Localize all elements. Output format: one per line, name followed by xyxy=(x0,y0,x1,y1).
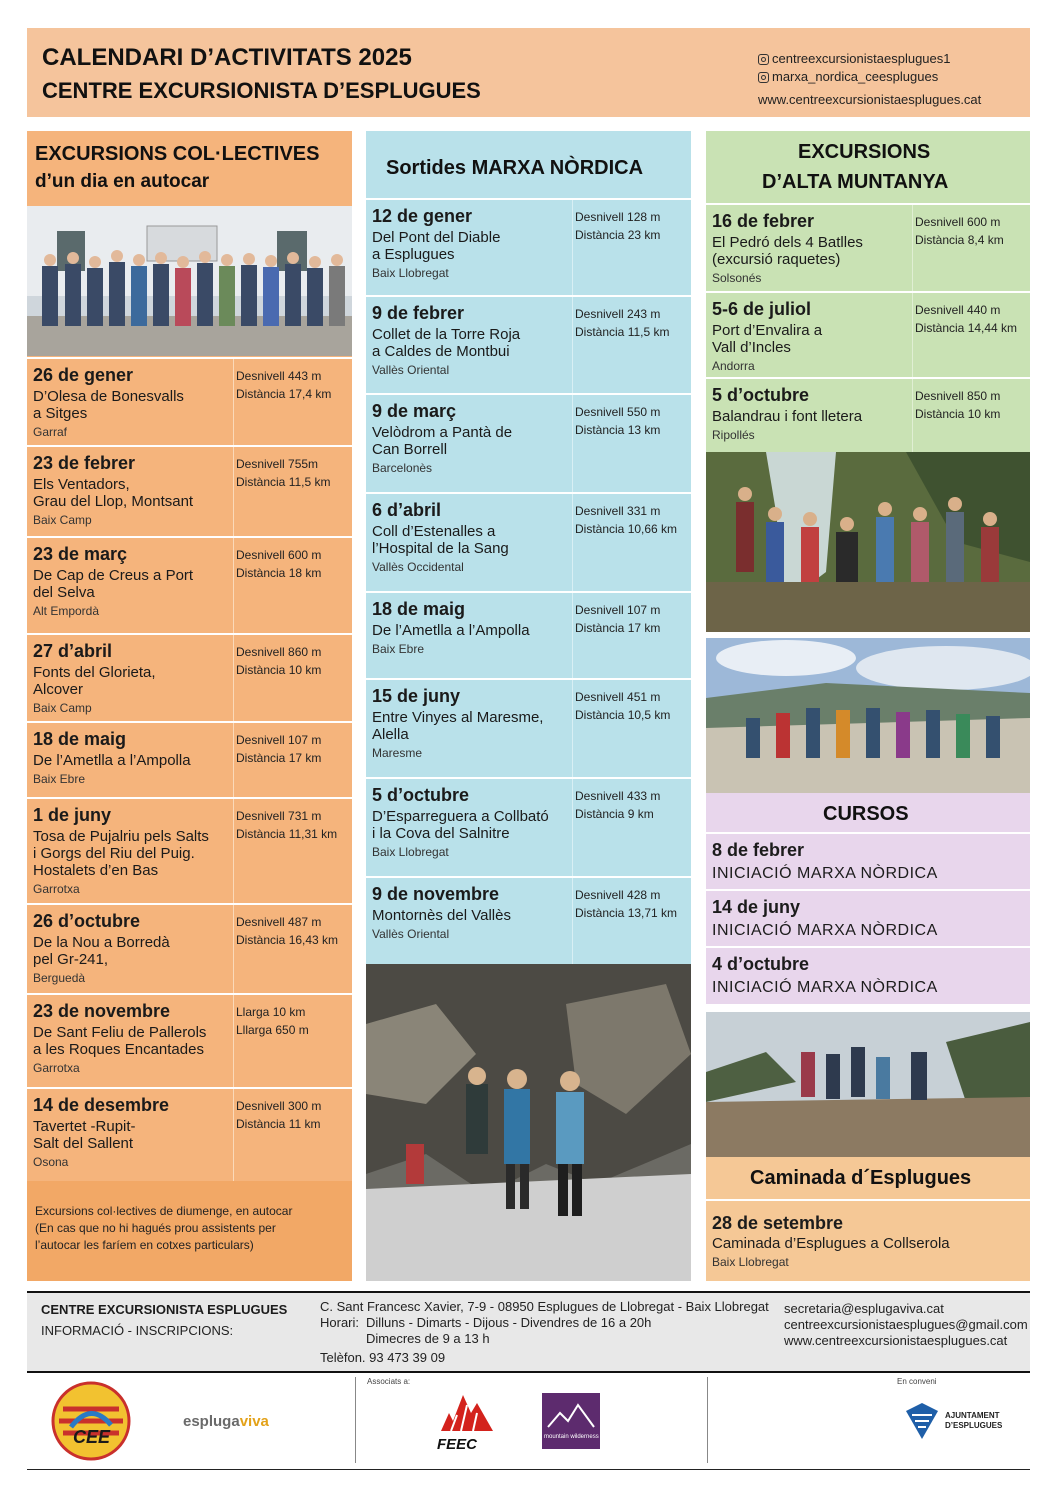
entry-stats xyxy=(575,787,693,823)
entry-stats xyxy=(575,208,693,244)
ajuntament-text xyxy=(945,1411,1002,1431)
waterfall-group-photo xyxy=(706,452,1030,632)
entry-stat-2: Distància 9 km xyxy=(575,807,654,821)
logos-bar xyxy=(27,1373,1030,1470)
footer-email-1[interactable]: secretaria@esplugaviva.cat xyxy=(784,1301,944,1316)
cursos-heading: CURSOS xyxy=(823,803,909,825)
entry-route xyxy=(33,934,170,987)
entry-stat-1: Desnivell 850 m xyxy=(915,389,1001,403)
entry-stat-2: Distància 13,71 km xyxy=(575,906,678,920)
activity-entry xyxy=(27,357,352,445)
footer-horari-label: Horari: xyxy=(320,1315,360,1330)
footer-org: CENTRE EXCURSIONISTA ESPLUGUES xyxy=(41,1302,288,1317)
entry-route-text: De la Nou a Borredà pel Gr-241, xyxy=(33,934,170,968)
entry-date: 23 de novembre xyxy=(33,1001,171,1021)
entry-route xyxy=(712,322,822,375)
entry-stat-2: Distància 17 km xyxy=(575,621,661,635)
col3-subheading: D’ALTA MUNTANYA xyxy=(762,171,949,193)
entry-date: 18 de maig xyxy=(372,599,466,619)
caminada-photo xyxy=(706,1012,1030,1157)
entry-stat-1: Desnivell 428 m xyxy=(575,888,661,902)
entry-divider xyxy=(572,779,573,876)
group-photo-building xyxy=(27,206,352,356)
entry-date: 23 de març xyxy=(33,544,128,564)
col2-heading: Sortides MARXA NÒRDICA xyxy=(386,157,644,179)
entry-divider xyxy=(912,379,913,453)
cee-logo-text: CEE xyxy=(73,1427,111,1447)
instagram-handle-1[interactable]: centreexcursionistaesplugues1 xyxy=(772,51,951,66)
page-subtitle: CENTRE EXCURSIONISTA D’ESPLUGUES xyxy=(42,78,481,103)
entry-stats xyxy=(575,305,693,341)
entry-region: Garrotxa xyxy=(33,1061,80,1075)
entry-date: 9 de març xyxy=(372,401,457,421)
entry-stat-2: Distància 8,4 km xyxy=(915,233,1004,247)
activity-entry xyxy=(27,903,352,993)
instagram-handle-2[interactable]: marxa_nordica_ceesplugues xyxy=(772,69,939,84)
entry-stats xyxy=(236,1097,354,1133)
caminada-box xyxy=(706,1157,1030,1281)
caminada-heading: Caminada d´Esplugues xyxy=(750,1167,972,1189)
entry-divider xyxy=(233,799,234,903)
entry-region: Barcelonès xyxy=(372,461,433,475)
entry-date: 16 de febrer xyxy=(712,211,815,231)
entry-stats xyxy=(236,913,354,949)
entry-date: 5 d’octubre xyxy=(712,385,810,405)
entry-stat-2: Distància 17 km xyxy=(236,751,322,765)
entry-stats xyxy=(236,643,354,679)
entry-region: Ripollés xyxy=(712,428,755,442)
entry-stats xyxy=(236,807,354,843)
entry-route xyxy=(372,424,512,477)
entry-region: Osona xyxy=(33,1155,69,1169)
entry-route-text: Collet de la Torre Roja a Caldes de Montbui xyxy=(372,326,521,360)
entry-stat-1: Desnivell 550 m xyxy=(575,405,661,419)
entry-divider xyxy=(233,995,234,1087)
entry-divider xyxy=(572,297,573,393)
entry-route-text: Velòdrom a Pantà de Can Borrell xyxy=(372,424,513,458)
entry-stat-1: Desnivell 128 m xyxy=(575,210,661,224)
entry-date: 5-6 de juliol xyxy=(712,299,812,319)
entry-date: 9 de novembre xyxy=(372,884,500,904)
curso-name: INICIACIÓ MARXA NÒRDICA xyxy=(712,865,938,882)
entry-stat-2: Distància 10,5 km xyxy=(575,708,671,722)
entry-stats xyxy=(236,455,354,491)
entry-route-text: Montornès del Vallès xyxy=(372,907,511,924)
instagram-icon xyxy=(758,72,769,83)
page-title: CALENDARI D’ACTIVITATS 2025 xyxy=(42,44,412,71)
entry-stat-2: Distància 18 km xyxy=(236,566,322,580)
entry-divider xyxy=(572,680,573,777)
activity-entry xyxy=(27,797,352,903)
esplugaviva-logo-part2: viva xyxy=(239,1413,269,1430)
curso-name: INICIACIÓ MARXA NÒRDICA xyxy=(712,922,938,939)
entry-route xyxy=(712,408,862,444)
entry-region: Vallès Oriental xyxy=(372,927,450,941)
entry-divider xyxy=(233,635,234,721)
entry-stats xyxy=(236,546,354,582)
activity-entry xyxy=(366,777,691,876)
entry-route-text: D’Olesa de Bonesvalls a Sitges xyxy=(33,388,184,422)
ajuntament-shield-icon xyxy=(902,1401,942,1441)
entry-stats xyxy=(236,1003,354,1039)
col1-note-box xyxy=(27,1181,352,1281)
entry-stat-1: Desnivell 860 m xyxy=(236,645,322,659)
entry-stat-2: Distància 11,31 km xyxy=(236,827,338,841)
mountain-wilderness-logo xyxy=(542,1393,600,1449)
entry-region: Vallès Oriental xyxy=(372,363,450,377)
entry-stat-2: Distància 11 km xyxy=(236,1117,321,1131)
marxa-nordica-column xyxy=(366,131,691,1281)
entry-route xyxy=(33,828,209,898)
activity-entry xyxy=(27,536,352,633)
activity-entry xyxy=(27,445,352,536)
nordic-walking-photo xyxy=(366,964,691,1281)
entry-stats xyxy=(575,502,693,538)
entry-stat-2: Distància 11,5 km xyxy=(575,325,670,339)
curso-item xyxy=(706,832,1030,890)
instagram-icon xyxy=(758,54,769,65)
entry-region: Garraf xyxy=(33,425,68,439)
activity-entry xyxy=(366,198,691,295)
summit-group-photo xyxy=(706,638,1030,793)
curso-item xyxy=(706,946,1030,1004)
entry-stats xyxy=(915,387,1033,423)
entry-stat-2: Distància 16,43 km xyxy=(236,933,339,947)
entry-date: 26 d’octubre xyxy=(33,911,141,931)
activity-entry xyxy=(366,678,691,777)
entry-region: Baix Llobregat xyxy=(372,266,449,280)
entry-route xyxy=(33,1118,136,1171)
entry-date: 9 de febrer xyxy=(372,303,465,323)
entry-route-text: Balandrau i font lleterа xyxy=(712,408,863,425)
entry-route-text: De Cap de Creus a Port del Selva xyxy=(33,567,194,601)
footer-website[interactable]: www.centreexcursionistaesplugues.cat xyxy=(784,1333,1008,1348)
feec-logo xyxy=(437,1391,497,1453)
header-contacts xyxy=(758,50,1018,109)
feec-logo-text: FEEC xyxy=(437,1436,478,1453)
entry-stat-1: Desnivell 755m xyxy=(236,457,319,471)
entry-stats xyxy=(575,688,693,724)
entry-stat-2: Distància 13 km xyxy=(575,423,661,437)
header-website-link[interactable]: www.centreexcursionistaesplugues.cat xyxy=(758,92,982,107)
entry-region: Maresme xyxy=(372,746,423,760)
entry-route xyxy=(372,709,543,762)
entry-date: 1 de juny xyxy=(33,805,112,825)
col1-subheading: d’un dia en autocar xyxy=(35,171,210,192)
caminada-region: Baix Llobregat xyxy=(712,1255,789,1269)
caminada-date: 28 de setembre xyxy=(712,1213,844,1233)
entry-date: 15 de juny xyxy=(372,686,461,706)
entry-date: 26 de gener xyxy=(33,365,134,385)
activity-entry xyxy=(366,393,691,492)
entry-date: 23 de febrer xyxy=(33,453,136,473)
entry-region: Baix Llobregat xyxy=(372,845,449,859)
activity-entry xyxy=(706,291,1030,377)
entry-stat-1: Desnivell 107 m xyxy=(236,733,322,747)
footer-horari-1: Dilluns - Dimarts - Dijous - Divendres de 16 a 20h xyxy=(366,1315,652,1330)
curso-name: INICIACIÓ MARXA NÒRDICA xyxy=(712,979,938,996)
entry-route-text: Tosa de Pujalriu pels Salts i Gorgs del Riu del Puig. Hostalets d’en Bas xyxy=(33,828,209,879)
entry-stat-1: Desnivell 487 m xyxy=(236,915,322,929)
entry-stats xyxy=(575,403,693,439)
entry-route xyxy=(372,622,530,658)
entry-region: Baix Camp xyxy=(33,701,92,715)
entry-divider xyxy=(572,494,573,591)
footer-info xyxy=(27,1291,1030,1373)
entry-divider xyxy=(233,723,234,797)
entry-route xyxy=(33,388,184,441)
entry-route-text: Fonts del Glorieta, Alcover xyxy=(33,664,156,698)
activity-entry xyxy=(366,591,691,678)
entry-route xyxy=(372,907,511,943)
col3-heading: EXCURSIONS xyxy=(798,141,931,163)
entry-divider xyxy=(572,878,573,964)
footer-telefon: Telèfon. 93 473 39 09 xyxy=(320,1350,446,1365)
entry-divider xyxy=(572,200,573,295)
entry-stat-2: Distància 14,44 km xyxy=(915,321,1018,335)
entry-stat-1: Desnivell 433 m xyxy=(575,789,661,803)
entry-stat-1: Desnivell 440 m xyxy=(915,303,1001,317)
entry-region: Baix Ebre xyxy=(372,642,425,656)
entry-route xyxy=(712,234,863,287)
ajuntament-line1: AJUNTAMENT xyxy=(945,1411,1000,1420)
logo-divider xyxy=(707,1377,708,1463)
entry-stat-1: Desnivell 600 m xyxy=(915,215,1001,229)
footer-email-2[interactable]: centreexcursionistaesplugues@gmail.com xyxy=(784,1317,1028,1332)
entry-route xyxy=(33,567,193,620)
entry-date: 27 d’abril xyxy=(33,641,113,661)
activity-entry xyxy=(366,492,691,591)
cee-logo xyxy=(49,1381,133,1461)
cursos-header xyxy=(706,793,1030,833)
entry-stats xyxy=(575,601,693,637)
entry-date: 12 de gener xyxy=(372,206,473,226)
entry-divider xyxy=(233,538,234,633)
activity-entry xyxy=(27,1087,352,1183)
activity-entry xyxy=(366,295,691,393)
activity-entry xyxy=(706,203,1030,291)
activity-entry xyxy=(27,721,352,797)
header-banner xyxy=(27,28,1030,117)
entry-route-text: El Pedró dels 4 Batlles (excursió raquetes) xyxy=(712,234,863,268)
entry-date: 14 de desembre xyxy=(33,1095,170,1115)
entry-region: Alt Empordà xyxy=(33,604,100,618)
entry-stat-2: Distància 17,4 km xyxy=(236,387,332,401)
ajuntament-line2: D’ESPLUGUES xyxy=(945,1421,1003,1430)
footer-horari-2: Dimecres de 9 a 13 h xyxy=(366,1331,490,1346)
entry-stat-1: Desnivell 600 m xyxy=(236,548,322,562)
entry-stats xyxy=(915,301,1033,337)
conveni-label: En conveni xyxy=(897,1377,937,1386)
entry-route-text: Tavertet -Rupit- Salt del Sallent xyxy=(33,1118,136,1152)
entry-stat-2: Lllarga 650 m xyxy=(236,1023,309,1037)
activity-entry xyxy=(366,876,691,964)
entry-route-text: Port d’Envalira a Vall d’Incles xyxy=(712,322,823,356)
entry-date: 5 d’octubre xyxy=(372,785,470,805)
logo-divider xyxy=(355,1377,356,1463)
footer-info-label: INFORMACIÓ - INSCRIPCIONS: xyxy=(41,1323,234,1338)
entry-route xyxy=(372,523,509,576)
entry-stat-1: Desnivell 300 m xyxy=(236,1099,322,1113)
entry-region: Garrotxa xyxy=(33,882,80,896)
esplugaviva-logo-part1: espluga xyxy=(183,1413,240,1430)
entry-stat-1: Desnivell 451 m xyxy=(575,690,661,704)
activity-entry xyxy=(27,633,352,721)
entry-route-text: De l’Ametlla a l’Ampolla xyxy=(372,622,530,639)
entry-stat-1: Desnivell 243 m xyxy=(575,307,661,321)
entry-region: Berguedà xyxy=(33,971,86,985)
associats-label: Associats a: xyxy=(367,1377,411,1386)
entry-route-text: Entre Vinyes al Maresme, Alella xyxy=(372,709,544,743)
activity-entry xyxy=(27,993,352,1087)
entry-route-text: De Sant Feliu de Pallerols a les Roques Encantades xyxy=(33,1024,207,1058)
entry-divider xyxy=(912,293,913,377)
entry-stats xyxy=(236,731,354,767)
entry-region: Andorra xyxy=(712,359,755,373)
entry-divider xyxy=(912,205,913,291)
curso-item xyxy=(706,889,1030,947)
entry-stats xyxy=(575,886,693,922)
curso-date: 14 de juny xyxy=(712,897,801,917)
entry-stat-1: Llarga 10 km xyxy=(236,1005,306,1019)
entry-stats xyxy=(236,367,354,403)
entry-route-text: Del Pont del Diable a Esplugues xyxy=(372,229,501,263)
entry-route-text: De l’Ametlla a l’Ampolla xyxy=(33,752,191,769)
entry-divider xyxy=(233,1089,234,1183)
activity-entry xyxy=(706,377,1030,453)
entry-stat-1: Desnivell 443 m xyxy=(236,369,322,383)
entry-stat-2: Distància 10,66 km xyxy=(575,522,678,536)
entry-stat-2: Distància 23 km xyxy=(575,228,661,242)
footer-address: C. Sant Francesc Xavier, 7-9 - 08950 Esplugues de Llobregat - Baix Llobregat xyxy=(320,1299,769,1314)
entry-stat-2: Distància 10 km xyxy=(236,663,322,677)
alta-muntanya-column xyxy=(706,131,1030,451)
entry-divider xyxy=(233,905,234,993)
entry-stat-1: Desnivell 731 m xyxy=(236,809,322,823)
entry-route-text: Coll d’Estenalles a l’Hospital de la Sang xyxy=(372,523,509,557)
col1-heading: EXCURSIONS COL·LECTIVES xyxy=(35,143,320,165)
entry-route xyxy=(372,808,549,861)
entry-date: 18 de maig xyxy=(33,729,127,749)
entry-route-text: Els Ventadors, Grau del Llop, Montsant xyxy=(33,476,194,510)
entry-stat-2: Distància 11,5 km xyxy=(236,475,331,489)
entry-divider xyxy=(233,359,234,445)
entry-route-text: D’Esparreguera a Collbató i la Cova del Salnitre xyxy=(372,808,549,842)
entry-region: Vallès Occidental xyxy=(372,560,464,574)
entry-region: Solsonés xyxy=(712,271,762,285)
col1-note: Excursions col·lectives de diumenge, en autocar (En cas que no hi hagués prou assistents per l’autocar les faríem en cotxes particulars) xyxy=(35,1204,293,1252)
entry-stat-1: Desnivell 331 m xyxy=(575,504,661,518)
entry-stat-1: Desnivell 107 m xyxy=(575,603,661,617)
entry-divider xyxy=(233,447,234,536)
entry-region: Baix Camp xyxy=(33,513,92,527)
caminada-divider xyxy=(706,1199,1030,1201)
curso-date: 8 de febrer xyxy=(712,840,805,860)
entry-route xyxy=(33,752,191,788)
excursions-collectives-column xyxy=(27,131,352,1281)
entry-route xyxy=(33,1024,206,1077)
entry-date: 6 d’abril xyxy=(372,500,442,520)
entry-region: Baix Ebre xyxy=(33,772,86,786)
entry-route xyxy=(372,229,500,282)
entry-divider xyxy=(572,593,573,678)
entry-stat-2: Distància 10 km xyxy=(915,407,1001,421)
entry-divider xyxy=(572,395,573,492)
entry-route xyxy=(33,476,193,529)
mountain-wilderness-text: mountain wilderness xyxy=(544,1434,599,1440)
esplugaviva-logo xyxy=(183,1413,269,1430)
curso-date: 4 d’octubre xyxy=(712,954,810,974)
entry-route xyxy=(372,326,520,379)
entry-stats xyxy=(915,213,1033,249)
caminada-route: Caminada d’Esplugues a Collserola xyxy=(712,1235,950,1252)
entry-route xyxy=(33,664,156,717)
